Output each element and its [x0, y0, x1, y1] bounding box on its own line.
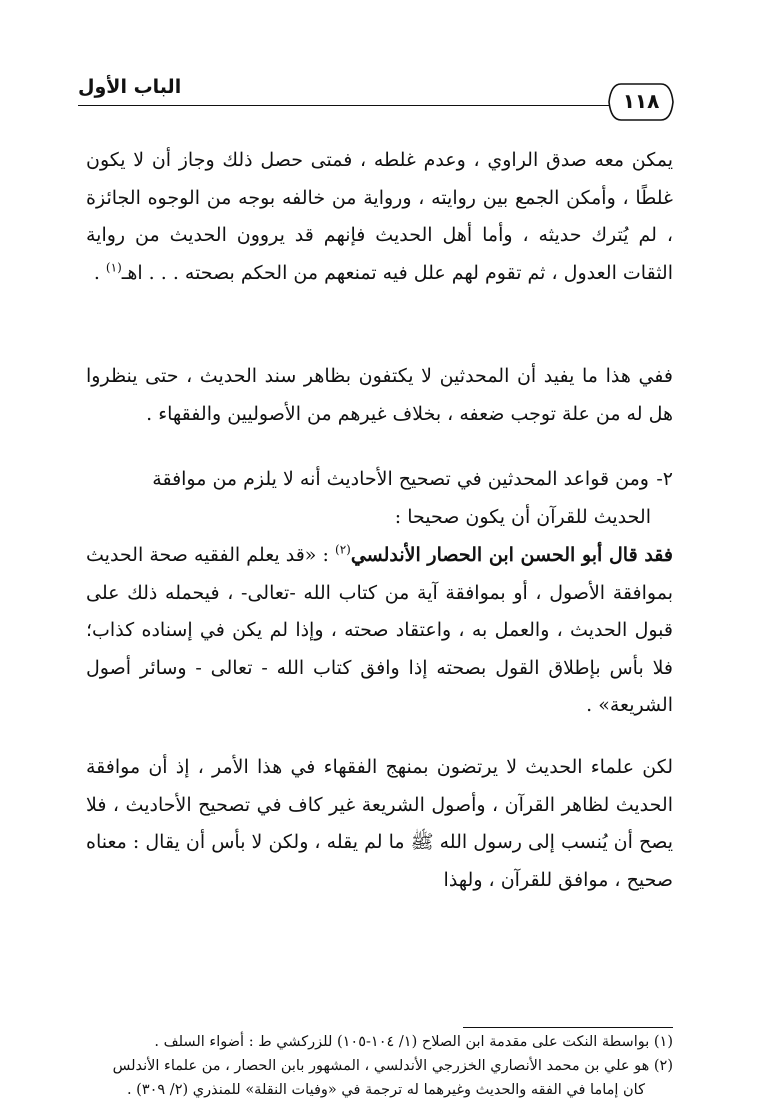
- header-rule: [78, 105, 609, 106]
- paragraph-quote-continuation: [86, 142, 673, 292]
- paragraph-hadith-scholars: لكن علماء الحديث لا يرتضون بمنهج الفقهاء في هذا الأمر ، إذ أن موافقة الحديث لظاهر القرآن ، وأصول الشريعة غير كاف في تصحيح الأحاديث ، فلا يصح أن يُنسب إلى رسول الله ﷺ ما لم يقله ، ولكن لا بأس أن يقال : معناه صحيح ، موافق للقرآن ، ولهذا: [86, 756, 673, 891]
- paragraph-ibn-alhassar-quote: [86, 537, 673, 725]
- item-2-line-2: الحديث للقرآن أن يكون صحيحا :: [394, 505, 651, 528]
- paragraph-1-text: يمكن معه صدق الراوي ، وعدم غلطه ، فمتى حصل ذلك وجاز أن لا يكون غلطًا ، وأمكن الجمع بين روايته ، ورواية من خالفه بوجه من الوجوه الجائزة ، لم يُترك حديثه ، وأما أهل الحديث فإنهم قد يروون الحديث من رواية الثقات العدول ، ثم تقوم لهم علل فيه تمنعهم من الحكم بصحته . . . اهـ: [86, 149, 673, 284]
- footnotes: [86, 1030, 673, 1102]
- paragraph-commentary: ففي هذا ما يفيد أن المحدثين لا يكتفون بظاهر سند الحديث ، حتى ينظروا هل له من علة توجب ضعفه ، بخلاف غيرهم من الأصوليين والفقهاء .: [86, 365, 673, 425]
- item-2-first-line: [86, 461, 673, 499]
- numbered-item-2: [86, 461, 673, 536]
- footnote-separator: [463, 1027, 673, 1028]
- page-number-badge: [607, 82, 675, 122]
- footnote-2-line-1: (٢) هو علي بن محمد الأنصاري الخزرجي الأندلسي ، المشهور بابن الحصار ، من علماء الأندلس: [112, 1058, 673, 1074]
- item-2-line-1: ومن قواعد المحدثين في تصحيح الأحاديث أنه لا يلزم من موافقة: [152, 468, 649, 490]
- chapter-title: الباب الأول: [78, 76, 182, 98]
- page-number: ١١٨: [622, 89, 660, 113]
- quoted-scholar-name: فقد قال أبو الحسن ابن الحصار الأندلسي: [350, 544, 673, 566]
- footnote-ref-2[interactable]: (٢): [335, 542, 351, 557]
- paragraph-4-text: : «قد يعلم الفقيه صحة الحديث بموافقة الأصول ، أو بموافقة آية من كتاب الله -تعالى- ، فيحمله ذلك على قبول الحديث ، والعمل به ، واعتقاد صحته ، وإذا لم يكن في إسناده كذاب؛ فلا بأس بإطلاق القول بصحته إذا وافق كتاب الله - تعالى - وسائر أصول الشريعة» .: [86, 544, 673, 716]
- footnote-2-line-2: كان إماما في الفقه والحديث وغيرهما له ترجمة في «وفيات النقلة» للمنذري (٢/ ٣٠٩) .: [126, 1082, 645, 1098]
- page-header: [78, 68, 675, 118]
- item-number: ٢-: [656, 468, 673, 490]
- footnote-ref-1[interactable]: (١): [105, 260, 122, 275]
- paragraph-1-end: .: [93, 261, 106, 284]
- footnote-1: (١) بواسطة النكت على مقدمة ابن الصلاح (١/ ١٠٤-١٠٥) للزركشي ط : أضواء السلف .: [154, 1034, 673, 1050]
